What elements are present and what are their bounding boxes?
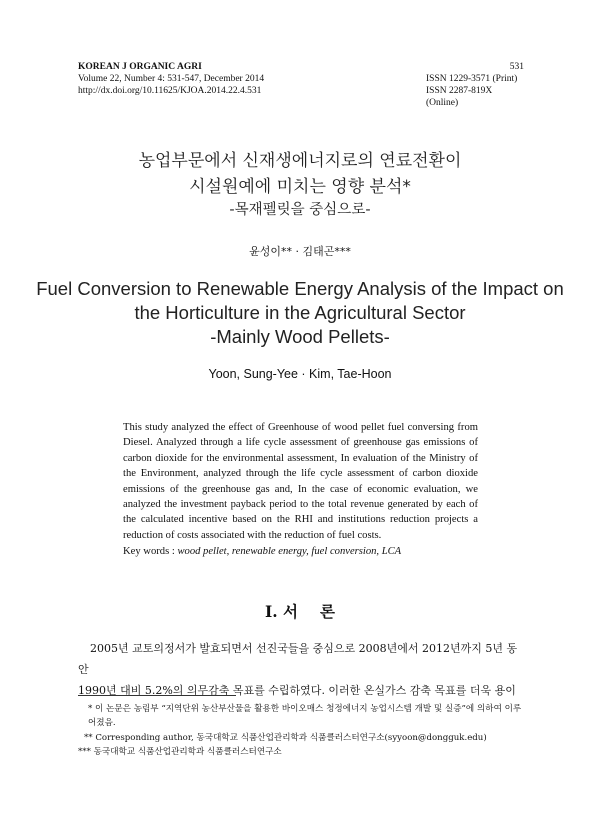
korean-title-line2: 시설원예에 미치는 영향 분석* <box>189 177 411 197</box>
keywords <box>123 546 483 557</box>
page-number: 531 <box>509 62 524 72</box>
body-line: 2005년 교토의정서가 발효되면서 선진국들을 중심으로 2008년에서 2012년까지 5년 동안 <box>78 642 518 676</box>
english-subtitle: -Mainly Wood Pellets- <box>210 326 390 347</box>
english-title-line2: the Horticulture in the Agricultural Sector <box>134 302 466 323</box>
journal-header <box>78 61 264 97</box>
section-heading <box>0 600 600 622</box>
keywords-label: Key words : <box>123 546 175 557</box>
keywords-terms: wood pellet, renewable energy, fuel conversion, LCA <box>177 546 402 557</box>
body-line: 1990년 대비 5.2%의 의무감축 목표를 수립하였다. 이러한 온실가스 감축 목표를 더욱 용이 <box>78 684 516 697</box>
abstract: This study analyzed the effect of Greenhouse of wood pellet fuel conversing from Diesel. Analyzed through a life cycle assessment of greenhouse gas emissions of carbon dioxide for the environmental assessment, In evaluation of the Ministry of the Environment, analyzed through the life cycle assessment of carbon dioxide emissions of the greenhouse gas and, In the case of economic evaluation, we analyzed the investment payback period to the total revenue generated by each of the calculated incentive based on the RHI and institutions reduction projects a reduction of costs associated with the reduction of fuel costs. <box>123 422 478 541</box>
issn-online: ISSN 2287-819X (Online) <box>426 86 493 108</box>
journal-name: KOREAN J ORGANIC AGRI <box>78 62 202 72</box>
doi-link[interactable]: http://dx.doi.org/10.11625/KJOA.2014.22.4.531 <box>78 86 262 96</box>
footnote-affiliation: *** 동국대학교 식품산업관리학과 식품클러스터연구소 <box>78 747 282 757</box>
footnote-divider <box>78 695 236 696</box>
footnote-corresponding-author: ** Corresponding author, 동국대학교 식품산업관리학과 식품클러스터연구소(syyoon@dongguk.edu) <box>84 733 487 743</box>
volume-info: Volume 22, Number 4: 531-547, December 2014 <box>78 74 265 84</box>
korean-title-line1: 농업부문에서 신재생에너지로의 연료전환이 <box>138 151 462 171</box>
issn-print: ISSN 1229-3571 (Print) <box>426 74 518 84</box>
section-title: 론 <box>320 602 335 621</box>
section-number: Ⅰ. 서 <box>264 602 299 621</box>
english-title-line1: Fuel Conversion to Renewable Energy Analysis of the Impact on <box>36 278 564 299</box>
korean-authors: 윤성이** · 김태곤*** <box>249 245 351 258</box>
korean-subtitle: -목재펠릿을 중심으로- <box>229 202 371 218</box>
issn-block <box>426 61 524 109</box>
footnote-funding: * 이 논문은 농림부 “지역단위 농산부산물을 활용한 바이오매스 청정에너지 농업시스템 개발 및 실증”에 의하여 이루어졌음. <box>88 704 522 728</box>
body-paragraph <box>78 638 524 701</box>
english-authors: Yoon, Sung-Yee · Kim, Tae-Hoon <box>208 367 392 381</box>
